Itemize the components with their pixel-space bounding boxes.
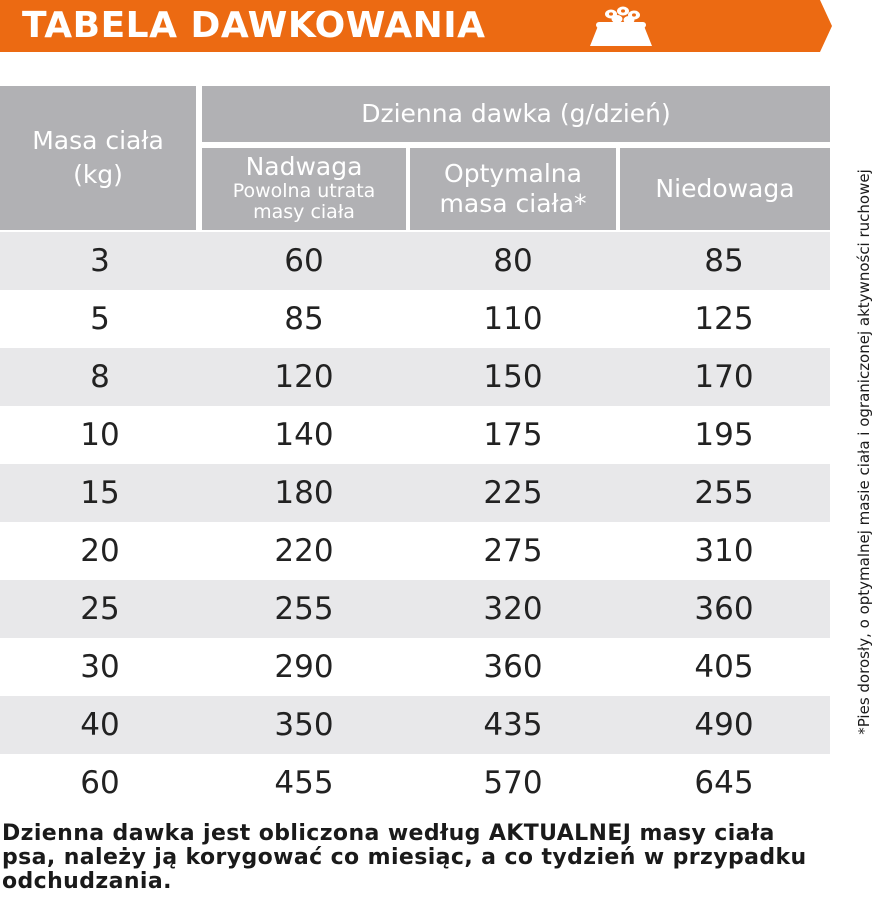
cell-overweight: 120 — [274, 359, 334, 395]
cell-optimal: 150 — [483, 359, 543, 395]
cell-optimal: 320 — [483, 591, 543, 627]
header-overweight-sub: Powolna utrata masy ciała — [232, 180, 376, 223]
cell-underweight: 195 — [694, 417, 754, 453]
header-overweight — [202, 148, 406, 230]
cell-overweight: 180 — [274, 475, 334, 511]
cell-underweight: 405 — [694, 649, 754, 685]
table-row — [0, 290, 830, 348]
cell-underweight: 310 — [694, 533, 754, 569]
cell-mass: 30 — [80, 649, 120, 685]
cell-underweight: 125 — [694, 301, 754, 337]
cell-overweight: 220 — [274, 533, 334, 569]
cell-underweight: 490 — [694, 707, 754, 743]
cell-underweight: 170 — [694, 359, 754, 395]
cell-optimal: 435 — [483, 707, 543, 743]
header-body-mass — [0, 86, 196, 230]
dosage-table — [0, 86, 830, 815]
dog-food-bowl-icon — [584, 2, 658, 48]
banner-title: TABELA DAWKOWANIA — [22, 5, 486, 46]
header-optimal-label: Optymalna masa ciała* — [439, 159, 587, 218]
cell-mass: 8 — [90, 359, 110, 395]
table-row — [0, 406, 830, 464]
table-row — [0, 348, 830, 406]
cell-overweight: 255 — [274, 591, 334, 627]
header-optimal — [410, 148, 616, 230]
cell-optimal: 275 — [483, 533, 543, 569]
cell-underweight: 255 — [694, 475, 754, 511]
cell-mass: 15 — [80, 475, 120, 511]
cell-mass: 3 — [90, 243, 110, 279]
footnote-vertical: *Pies dorosły, o optymalnej masie ciała i ograniczonej aktywności ruchowej — [855, 169, 873, 735]
header-overweight-title: Nadwaga — [245, 152, 363, 181]
cell-optimal: 110 — [483, 301, 543, 337]
table-row — [0, 464, 830, 522]
table-row — [0, 696, 830, 754]
header-underweight-label: Niedowaga — [655, 174, 795, 203]
table-row — [0, 580, 830, 638]
table-row — [0, 232, 830, 290]
header-daily-dose-label: Dzienna dawka (g/dzień) — [361, 99, 671, 128]
cell-optimal: 225 — [483, 475, 543, 511]
cell-overweight: 85 — [284, 301, 324, 337]
cell-underweight: 360 — [694, 591, 754, 627]
cell-mass: 60 — [80, 765, 120, 801]
cell-mass: 25 — [80, 591, 120, 627]
cell-mass: 10 — [80, 417, 120, 453]
header-underweight — [620, 148, 830, 230]
cell-overweight: 350 — [274, 707, 334, 743]
header-body-mass-label: Masa ciała (kg) — [32, 126, 164, 189]
cell-optimal: 360 — [483, 649, 543, 685]
cell-overweight: 290 — [274, 649, 334, 685]
footer-note: Dzienna dawka jest obliczona według AKTUALNEJ masy ciała psa, należy ją korygować co miesiąc, a co tydzień w przypadku odchudzania. — [2, 821, 807, 894]
cell-underweight: 645 — [694, 765, 754, 801]
cell-overweight: 455 — [274, 765, 334, 801]
cell-mass: 40 — [80, 707, 120, 743]
table-row — [0, 754, 830, 812]
cell-optimal: 80 — [493, 243, 533, 279]
cell-optimal: 175 — [483, 417, 543, 453]
cell-mass: 5 — [90, 301, 110, 337]
cell-optimal: 570 — [483, 765, 543, 801]
cell-overweight: 140 — [274, 417, 334, 453]
table-row — [0, 522, 830, 580]
header-daily-dose — [202, 86, 830, 142]
cell-overweight: 60 — [284, 243, 324, 279]
table-row — [0, 638, 830, 696]
cell-mass: 20 — [80, 533, 120, 569]
cell-underweight: 85 — [704, 243, 744, 279]
